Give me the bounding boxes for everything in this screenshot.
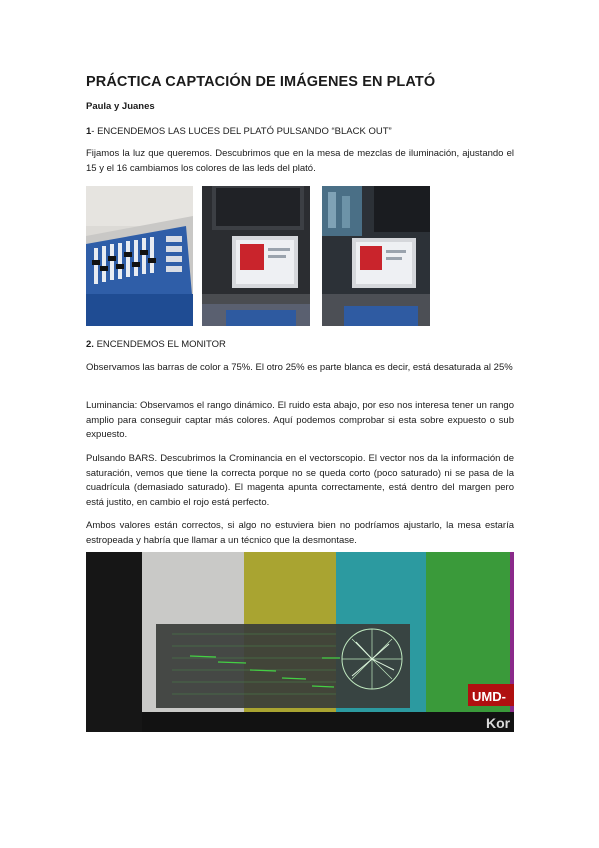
section-2-heading xyxy=(86,339,226,350)
studio-screen-photo-1 xyxy=(202,186,310,326)
monitor-color-bars-photo xyxy=(86,552,514,732)
section-2-paragraph-1: Observamos las barras de color a 75%. El otro 25% es parte blanca es decir, está desaturada al 25% xyxy=(86,362,513,373)
section-2-paragraph-2: Luminancia: Observamos el rango dinámico. El ruido esta abajo, por eso nos interesa tener un rango amplio para conseguir captar más colores. Aquí podemos comprobar si esta sobre expuesto o sub expuesto. xyxy=(86,400,514,440)
section-2-paragraph-3: Pulsando BARS. Descubrimos la Crominancia en el vectorscopio. El vector nos da la información de saturación, vemos que tiene la correcta porque no se queda corto (poco saturado) ni se pasa de la cuadrícula (demasiado saturado). El magenta apunta correctamente, está dentro del margen pero está justito, en cambio el rojo está perfecto. xyxy=(86,453,514,508)
section-2-paragraph-4: Ambos valores están correctos, si algo no estuviera bien no podríamos ajustarlo, la mesa estaría estropeada y habría que llamar a un técnico que la desmontase. xyxy=(86,520,514,546)
studio-screen-photo-2 xyxy=(322,186,430,326)
page-title: PRÁCTICA CAPTACIÓN DE IMÁGENES EN PLATÓ xyxy=(86,74,436,90)
lighting-console-photo xyxy=(86,186,193,326)
section-1-heading xyxy=(86,126,392,137)
monitor-badge-text: UMD- xyxy=(472,689,506,704)
authors: Paula y Juanes xyxy=(86,101,155,112)
monitor-brand-text: Kor xyxy=(486,715,511,731)
section-2-number: 2. xyxy=(86,339,94,350)
section-1-paragraph: Fijamos la luz que queremos. Descubrimos que en la mesa de mezclas de iluminación, ajustando el 15 y el 16 cambiamos los colores de las leds del plató. xyxy=(86,148,514,174)
section-2-heading-text: ENCENDEMOS EL MONITOR xyxy=(93,339,226,350)
section-1-number: 1 xyxy=(86,126,92,137)
section-1-heading-text: - ENCENDEMOS LAS LUCES DEL PLATÓ PULSANDO “BLACK OUT” xyxy=(91,126,392,137)
